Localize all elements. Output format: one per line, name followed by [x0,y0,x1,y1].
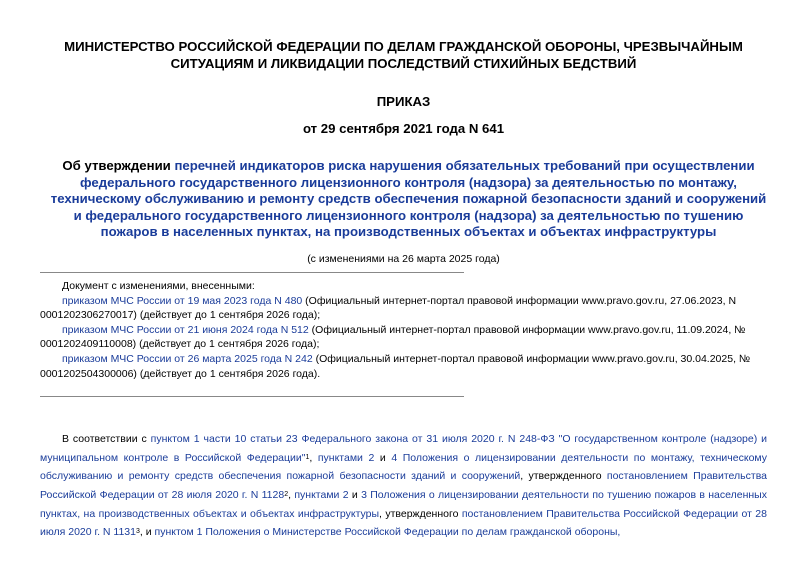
change-link[interactable]: приказом МЧС России от 21 июня 2024 года N 512 [62,323,309,336]
amendment-note: (с изменениями на 26 марта 2025 года) [307,253,500,265]
doc-subject [50,158,767,241]
law-248-link[interactable]: пунктом 1 части 10 статьи 23 Федерального закона от 31 июля 2020 г. N 248-ФЗ "О государственном контроле (надзоре) и муниципальном контроле в Российской Федерации" [40,433,768,464]
change-text: (Официальный интернет-портал правовой информации www.pravo.gov.ru, 11.09.2024, № 0001202409110008) (действует до 1 сентября 2026 года); [40,323,746,351]
body-text: , [288,488,295,501]
change-text: (Официальный интернет-портал правовой информации www.pravo.gov.ru, 30.04.2025, № 0001202504300006) (действует до 1 сентября 2026 года). [40,352,751,380]
footnote-ref[interactable]: 1 [305,453,310,461]
body-paragraph [40,430,767,542]
doc-date-number: от 29 сентября 2021 года N 641 [302,121,505,136]
ministry-line-2: СИТУАЦИЯМ И ЛИКВИДАЦИИ ПОСЛЕДСТВИЙ СТИХИЙНЫХ БЕДСТВИЙ [170,56,637,71]
ministry-heading [40,38,767,72]
points-2-link[interactable]: пунктами 2 [317,451,375,464]
body-text: , и [139,526,155,539]
ministry-regulation-link[interactable]: пунктом 1 Положения о Министерстве Российской Федерации по делам гражданской обороны, [154,526,621,539]
regulation-link[interactable]: 4 Положения о лицензировании деятельности по монтажу, техническому обслуживанию и ремонту средств обеспечения пожарной безопасности зданий и сооружений [40,451,768,483]
change-link[interactable]: приказом МЧС России от 26 марта 2025 года N 242 [62,352,313,365]
body-text: и [374,451,392,464]
doc-change-item [40,352,767,381]
body-text: , [309,451,318,464]
body-text: , утвержденного [520,470,607,483]
ministry-line-1: МИНИСТЕРСТВО РОССИЙСКОЙ ФЕДЕРАЦИИ ПО ДЕЛАМ ГРАЖДАНСКОЙ ОБОРОНЫ, ЧРЕЗВЫЧАЙНЫМ [64,39,743,54]
doc-changes-intro: Документ с изменениями, внесенными: [62,280,255,292]
subject-link[interactable]: перечней индикаторов риска нарушения обязательных требований при осуществлении федерального государственного лицензионного контроля (надзора) за деятельностью по монтажу, техническому обслуживанию и ремонту средств обеспечения пожарной безопасности зданий и сооружений и федерального государственного лицензионного контроля (надзора) за деятельностью по тушению пожаров в населенных пунктах, на производственных объектах и объектах инфраструктуры [50,158,767,239]
footnote-ref[interactable]: 3 [135,528,140,536]
body-text: , утвержденного [379,507,462,520]
body-text: и [348,488,362,501]
doc-change-item [40,323,767,352]
divider-top [40,272,464,273]
footnote-ref[interactable]: 2 [284,490,289,498]
decree-1131-link[interactable]: постановлением Правительства Российской Федерации от 28 июля 2020 г. N 1131 [40,507,767,539]
subject-prefix: Об утверждении [62,158,175,173]
change-link[interactable]: приказом МЧС России от 19 мая 2023 года N 480 [62,294,303,307]
doc-type: ПРИКАЗ [376,94,431,109]
divider-bottom [40,396,464,397]
doc-changes [40,279,767,381]
doc-change-item [40,294,767,323]
body-text: В соответствии с [62,433,151,445]
decree-1128-link[interactable]: постановлением Правительства Российской Федерации от 28 июля 2020 г. N 1128 [40,470,767,501]
regulation-link[interactable]: 3 Положения о лицензировании деятельности по тушению пожаров в населенных пунктах, на производственных объектах и объектах инфраструктуры [40,488,767,520]
change-text: (Официальный интернет-портал правовой информации www.pravo.gov.ru, 27.06.2023, N 0001202306270017) (действует до 1 сентября 2026 года); [40,294,737,322]
points-2-link[interactable]: пунктами 2 [294,488,349,501]
